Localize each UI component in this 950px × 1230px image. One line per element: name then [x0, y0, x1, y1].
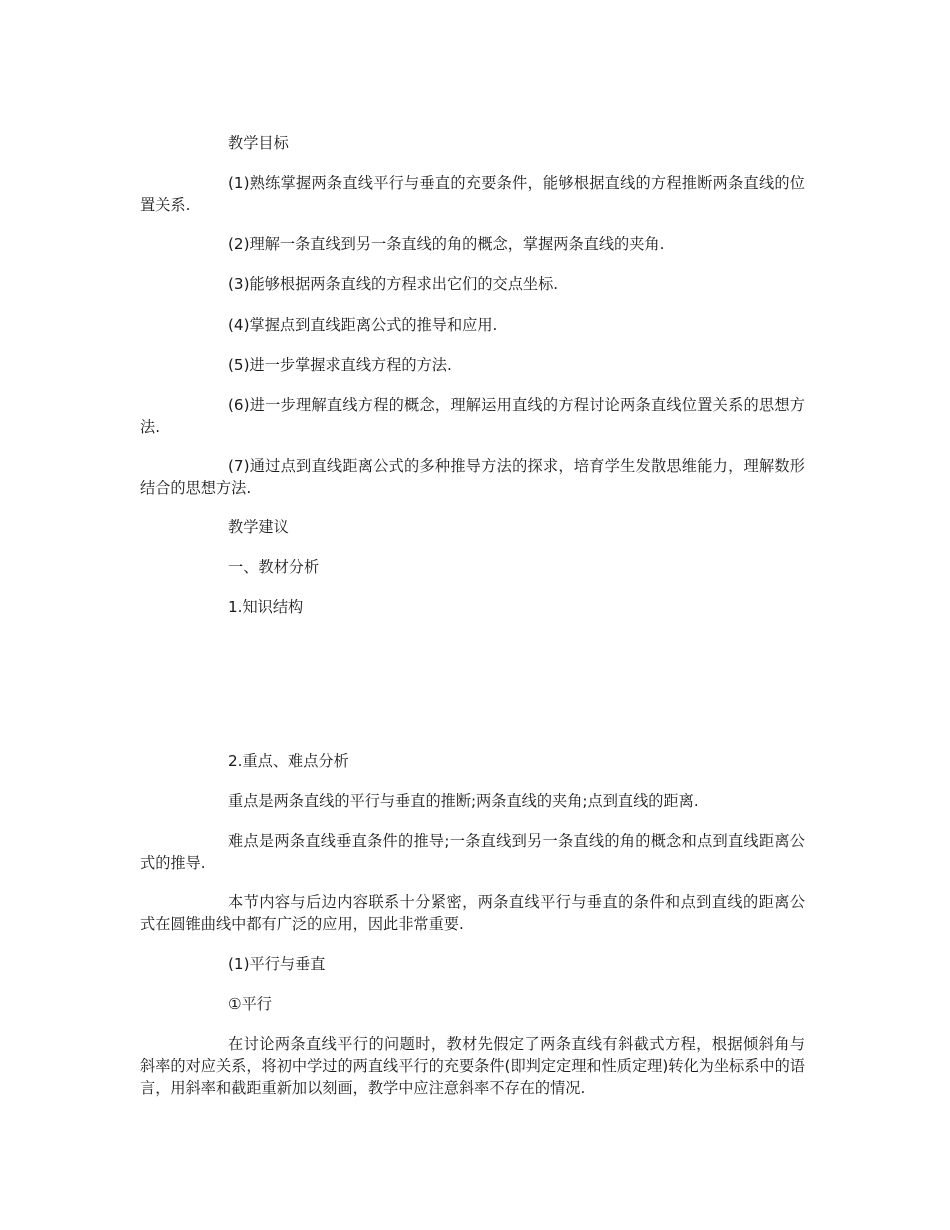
- heading-teaching-suggestions: 教学建议: [228, 518, 289, 536]
- knowledge-structure-figure-area: [140, 630, 805, 740]
- difficult-points-paragraph: 难点是两条直线垂直条件的推导;一条直线到另一条直线的角的概念和点到直线距离公式的推导.: [140, 832, 805, 872]
- goal-paragraph-5: (5)进一步掌握求直线方程的方法.: [228, 356, 452, 374]
- heading-key-difficult-points: 2.重点、难点分析: [228, 752, 349, 770]
- heading-knowledge-structure: 1.知识结构: [228, 598, 304, 616]
- document-page: [140, 0, 805, 1230]
- heading-parallel-perpendicular: (1)平行与垂直: [228, 955, 326, 973]
- goal-paragraph-3: (3)能够根据两条直线的方程求出它们的交点坐标.: [228, 275, 559, 293]
- importance-paragraph: 本节内容与后边内容联系十分紧密，两条直线平行与垂直的条件和点到直线的距离公式在圆锥曲线中都有广泛的应用，因此非常重要.: [140, 893, 805, 933]
- goal-paragraph-7: (7)通过点到直线距离公式的多种推导方法的探求，培育学生发散思维能力，理解数形结合的思想方法.: [140, 457, 805, 497]
- goal-paragraph-1: (1)熟练掌握两条直线平行与垂直的充要条件，能够根据直线的方程推断两条直线的位置关系.: [140, 174, 805, 214]
- heading-parallel: ①平行: [228, 995, 272, 1013]
- key-points-paragraph: 重点是两条直线的平行与垂直的推断;两条直线的夹角;点到直线的距离.: [228, 792, 699, 810]
- heading-textbook-analysis: 一、教材分析: [228, 558, 320, 576]
- goal-paragraph-6: (6)进一步理解直线方程的概念，理解运用直线的方程讨论两条直线位置关系的思想方法.: [140, 396, 805, 436]
- heading-teaching-goals: 教学目标: [228, 134, 289, 152]
- parallel-discussion-paragraph: 在讨论两条直线平行的问题时，教材先假定了两条直线有斜截式方程，根据倾斜角与斜率的对应关系，将初中学过的两直线平行的充要条件(即判定定理和性质定理)转化为坐标系中的语言，用斜率和截距重新加以刻画，教学中应注意斜率不存在的情况.: [140, 1035, 805, 1097]
- goal-paragraph-2: (2)理解一条直线到另一条直线的角的概念，掌握两条直线的夹角.: [228, 235, 665, 253]
- goal-paragraph-4: (4)掌握点到直线距离公式的推导和应用.: [228, 316, 498, 334]
